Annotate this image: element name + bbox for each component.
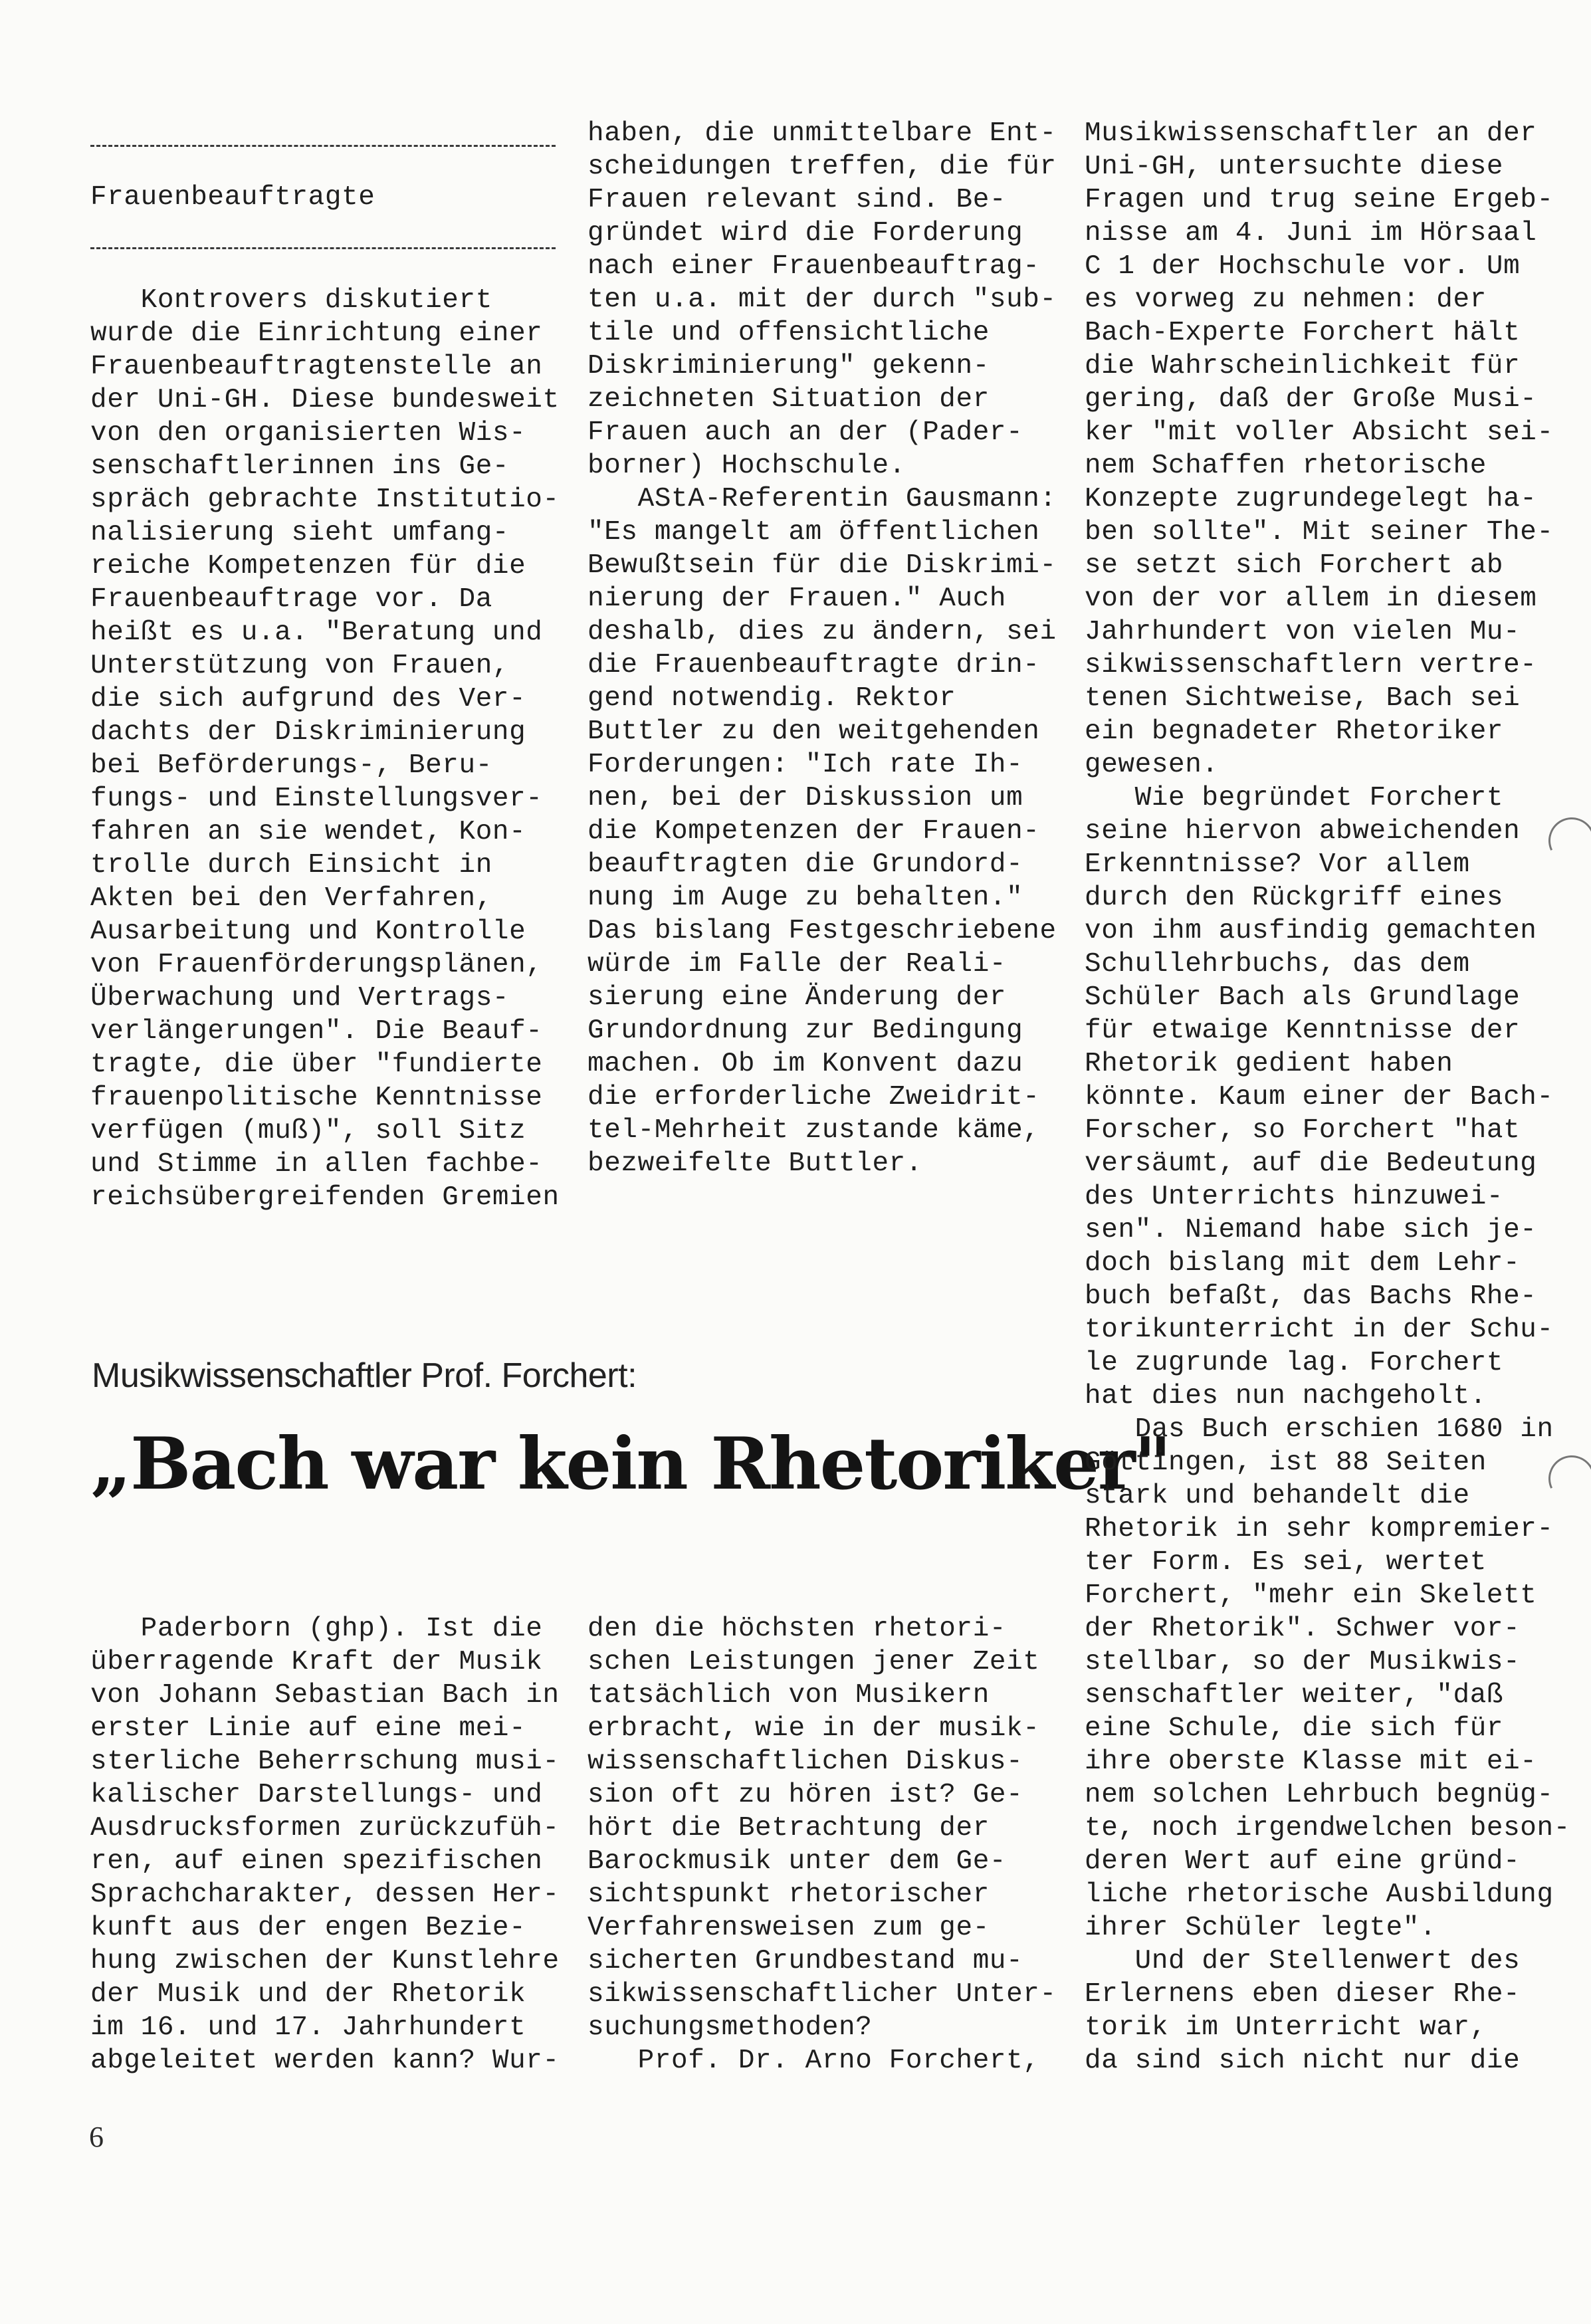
text-line: Prof. Dr. Arno Forchert,: [587, 2046, 1040, 2076]
text-line: von den organisierten Wis-: [90, 418, 526, 449]
text-line: im 16. und 17. Jahrhundert: [90, 2012, 526, 2043]
text-line: könnte. Kaum einer der Bach-: [1085, 1082, 1554, 1112]
text-line: Fragen und trug seine Ergeb-: [1085, 185, 1554, 215]
text-line: Rhetorik gedient haben: [1085, 1049, 1453, 1079]
article-kicker: Musikwissenschaftler Prof. Forchert:: [92, 1356, 637, 1395]
text-line: von der vor allem in diesem: [1085, 583, 1537, 614]
text-line: fungs- und Einstellungsver-: [90, 784, 543, 814]
text-line: nem solchen Lehrbuch begnüg-: [1085, 1780, 1554, 1810]
article-headline: „Bach war kein Rhetoriker": [90, 1422, 1170, 1506]
text-line: stellbar, so der Musikwis-: [1085, 1647, 1521, 1677]
text-line: Rhetorik in sehr kompremier-: [1085, 1514, 1554, 1544]
text-line: Buttler zu den weitgehenden: [587, 716, 1040, 747]
text-line: nalisierung sieht umfang-: [90, 518, 510, 548]
text-line: Das Buch erschien 1680 in: [1085, 1414, 1554, 1445]
text-line: tatsächlich von Musikern: [587, 1680, 990, 1711]
text-line: sen". Niemand habe sich je-: [1085, 1215, 1537, 1245]
text-line: tel-Mehrheit zustande käme,: [587, 1115, 1040, 1146]
text-line: versäumt, auf die Bedeutung: [1085, 1148, 1537, 1179]
text-line: hört die Betrachtung der: [587, 1813, 990, 1844]
text-line: Wie begründet Forchert: [1085, 783, 1504, 813]
text-line: spräch gebrachte Institutio-: [90, 484, 560, 515]
text-line: gering, daß der Große Musi-: [1085, 384, 1537, 415]
text-line: sichtspunkt rhetorischer: [587, 1879, 990, 1910]
text-line: hung zwischen der Kunstlehre: [90, 1946, 560, 1976]
text-line: wurde die Einrichtung einer: [90, 318, 543, 349]
text-line: ein begnadeter Rhetoriker: [1085, 716, 1504, 747]
text-line: hat dies nun nachgeholt.: [1085, 1381, 1487, 1412]
text-line: Ausdrucksformen zurückzufüh-: [90, 1813, 560, 1844]
text-line: suchungsmethoden?: [587, 2012, 873, 2043]
text-line: Frauenbeauftragtenstelle an: [90, 352, 543, 382]
text-line: stark und behandelt die: [1085, 1481, 1470, 1511]
text-line: fahren an sie wendet, Kon-: [90, 817, 526, 847]
text-line: der Rhetorik". Schwer vor-: [1085, 1614, 1521, 1644]
text-line: der Uni-GH. Diese bundesweit: [90, 385, 560, 415]
text-line: Schüler Bach als Grundlage: [1085, 982, 1521, 1013]
text-line: buch befaßt, das Bachs Rhe-: [1085, 1281, 1537, 1312]
text-line: ben sollte". Mit seiner The-: [1085, 517, 1554, 548]
text-line: dachts der Diskriminierung: [90, 717, 526, 748]
text-line: se setzt sich Forchert ab: [1085, 550, 1504, 581]
text-line: senschaftlerinnen ins Ge-: [90, 451, 510, 482]
text-line: Frauenbeauftrage vor. Da: [90, 584, 492, 615]
text-line: deshalb, dies zu ändern, sei: [587, 617, 1057, 647]
text-line: die sich aufgrund des Ver-: [90, 684, 526, 714]
text-line: sikwissenschaftlern vertre-: [1085, 650, 1537, 681]
text-line: würde im Falle der Reali-: [587, 949, 1007, 980]
text-line: Göttingen, ist 88 Seiten: [1085, 1447, 1487, 1478]
text-line: scheidungen treffen, die für: [587, 152, 1057, 182]
page-number: 6: [89, 2121, 104, 2153]
text-line: Akten bei den Verfahren,: [90, 883, 492, 914]
text-line: bezweifelte Buttler.: [587, 1148, 923, 1179]
text-line: Verfahrensweisen zum ge-: [587, 1913, 990, 1943]
text-line: und Stimme in allen fachbe-: [90, 1149, 543, 1180]
text-line: gewesen.: [1085, 750, 1219, 780]
text-line: Uni-GH, untersuchte diese: [1085, 152, 1504, 182]
text-line: zeichneten Situation der: [587, 384, 990, 415]
text-line: bei Beförderungs-, Beru-: [90, 750, 492, 781]
text-line: senschaftler weiter, "daß: [1085, 1680, 1504, 1711]
text-line: Jahrhundert von vielen Mu-: [1085, 617, 1521, 647]
text-line: Erlernens eben dieser Rhe-: [1085, 1979, 1521, 2010]
text-line: machen. Ob im Konvent dazu: [587, 1049, 1023, 1079]
text-line: nen, bei der Diskussion um: [587, 783, 1023, 813]
text-line: Konzepte zugrundegelegt ha-: [1085, 484, 1537, 514]
text-line: von ihm ausfindig gemachten: [1085, 916, 1537, 946]
text-line: Unterstützung von Frauen,: [90, 651, 510, 681]
text-line: frauenpolitische Kenntnisse: [90, 1083, 543, 1113]
text-line: C 1 der Hochschule vor. Um: [1085, 251, 1521, 282]
text-line: Überwachung und Vertrags-: [90, 983, 510, 1013]
text-line: ten u.a. mit der durch "sub-: [587, 284, 1057, 315]
text-line: Grundordnung zur Bedingung: [587, 1015, 1023, 1046]
text-line: tragte, die über "fundierte: [90, 1049, 543, 1080]
text-line: tile und offensichtliche: [587, 318, 990, 348]
text-line: Erkenntnisse? Vor allem: [1085, 849, 1470, 880]
text-line: die Kompetenzen der Frauen-: [587, 816, 1040, 847]
text-line: le zugrunde lag. Forchert: [1085, 1348, 1504, 1378]
text-line: trolle durch Einsicht in: [90, 850, 492, 881]
text-line: reichsübergreifenden Gremien: [90, 1182, 560, 1213]
text-line: sterliche Beherrschung musi-: [90, 1746, 560, 1777]
text-line: schen Leistungen jener Zeit: [587, 1647, 1040, 1677]
text-line: te, noch irgendwelchen beson-: [1085, 1813, 1570, 1844]
text-line: es vorweg zu nehmen: der: [1085, 284, 1487, 315]
text-line: Musikwissenschaftler an der: [1085, 118, 1537, 149]
text-line: gend notwendig. Rektor: [587, 683, 956, 714]
text-line: nach einer Frauenbeauftrag-: [587, 251, 1040, 282]
text-line: sikwissenschaftlicher Unter-: [587, 1979, 1057, 2010]
text-line: ter Form. Es sei, wertet: [1085, 1547, 1487, 1578]
text-line: ker "mit voller Absicht sei-: [1085, 417, 1554, 448]
text-line: eine Schule, die sich für: [1085, 1713, 1504, 1744]
text-line: Kontrovers diskutiert: [90, 285, 492, 316]
text-line: sion oft zu hören ist? Ge-: [587, 1780, 1023, 1810]
text-line: nierung der Frauen." Auch: [587, 583, 1007, 614]
text-line: nem Schaffen rhetorische: [1085, 451, 1487, 481]
text-line: tenen Sichtweise, Bach sei: [1085, 683, 1521, 714]
text-line: erster Linie auf eine mei-: [90, 1713, 526, 1744]
text-line: die Wahrscheinlichkeit für: [1085, 351, 1521, 381]
text-line: ihrer Schüler legte".: [1085, 1913, 1437, 1943]
text-line: ren, auf einen spezifischen: [90, 1846, 543, 1877]
text-line: Frauen relevant sind. Be-: [587, 185, 1007, 215]
text-line: kunft aus der engen Bezie-: [90, 1913, 526, 1943]
text-line: borner) Hochschule.: [587, 451, 906, 481]
text-line: Forchert, "mehr ein Skelett: [1085, 1580, 1537, 1611]
text-line: überragende Kraft der Musik: [90, 1647, 543, 1677]
text-line: von Johann Sebastian Bach in: [90, 1680, 560, 1711]
punch-hole-mark: [1542, 1449, 1591, 1509]
text-line: Und der Stellenwert des: [1085, 1946, 1521, 1976]
text-line: die Frauenbeauftragte drin-: [587, 650, 1040, 681]
text-line: erbracht, wie in der musik-: [587, 1713, 1040, 1744]
text-line: torik im Unterricht war,: [1085, 2012, 1487, 2043]
text-line: reiche Kompetenzen für die: [90, 551, 526, 581]
text-line: "Es mangelt am öffentlichen: [587, 517, 1040, 548]
text-line: Barockmusik unter dem Ge-: [587, 1846, 1007, 1877]
text-line: deren Wert auf eine gründ-: [1085, 1846, 1521, 1877]
text-line: Das bislang Festgeschriebene: [587, 916, 1057, 946]
text-line: nisse am 4. Juni im Hörsaal: [1085, 218, 1537, 249]
text-line: torikunterricht in der Schu-: [1085, 1315, 1554, 1345]
text-line: wissenschaftlichen Diskus-: [587, 1746, 1023, 1777]
text-line: gründet wird die Forderung: [587, 218, 1023, 249]
text-line: Frauen auch an der (Pader-: [587, 417, 1023, 448]
text-line: verfügen (muß)", soll Sitz: [90, 1116, 526, 1146]
text-line: den die höchsten rhetori-: [587, 1614, 1007, 1644]
text-line: abgeleitet werden kann? Wur-: [90, 2046, 560, 2076]
text-line: Schullehrbuchs, das dem: [1085, 949, 1470, 980]
punch-hole-mark: [1542, 811, 1591, 871]
text-line: beauftragten die Grundord-: [587, 849, 1023, 880]
text-line: sicherten Grundbestand mu-: [587, 1946, 1023, 1976]
section-heading-frauenbeauftragte: Frauenbeauftragte: [90, 182, 375, 213]
text-line: Sprachcharakter, dessen Her-: [90, 1879, 560, 1910]
text-line: Bach-Experte Forchert hält: [1085, 318, 1521, 348]
text-line: durch den Rückgriff eines: [1085, 883, 1504, 913]
text-line: haben, die unmittelbare Ent-: [587, 118, 1057, 149]
heading-rule: [90, 247, 556, 249]
text-line: liche rhetorische Ausbildung: [1085, 1879, 1554, 1910]
text-line: des Unterrichts hinzuwei-: [1085, 1182, 1504, 1212]
text-line: die erforderliche Zweidrit-: [587, 1082, 1040, 1112]
text-line: nung im Auge zu behalten.": [587, 883, 1023, 913]
text-line: für etwaige Kenntnisse der: [1085, 1015, 1521, 1046]
text-line: der Musik und der Rhetorik: [90, 1979, 526, 2010]
text-line: Diskriminierung" gekenn-: [587, 351, 990, 381]
text-line: Paderborn (ghp). Ist die: [90, 1614, 543, 1644]
text-line: AStA-Referentin Gausmann:: [587, 484, 1057, 514]
text-line: Forscher, so Forchert "hat: [1085, 1115, 1521, 1146]
text-line: ihre oberste Klasse mit ei-: [1085, 1746, 1537, 1777]
text-line: Forderungen: "Ich rate Ih-: [587, 750, 1023, 780]
text-line: da sind sich nicht nur die: [1085, 2046, 1521, 2076]
text-line: seine hiervon abweichenden: [1085, 816, 1521, 847]
text-line: kalischer Darstellungs- und: [90, 1780, 543, 1810]
text-line: verlängerungen". Die Beauf-: [90, 1016, 543, 1047]
text-line: sierung eine Änderung der: [587, 982, 1007, 1013]
text-line: Bewußtsein für die Diskrimi-: [587, 550, 1057, 581]
text-line: von Frauenförderungsplänen,: [90, 950, 543, 980]
text-line: doch bislang mit dem Lehr-: [1085, 1248, 1521, 1279]
top-rule: [90, 145, 556, 147]
text-line: Ausarbeitung und Kontrolle: [90, 916, 526, 947]
text-line: heißt es u.a. "Beratung und: [90, 617, 543, 648]
